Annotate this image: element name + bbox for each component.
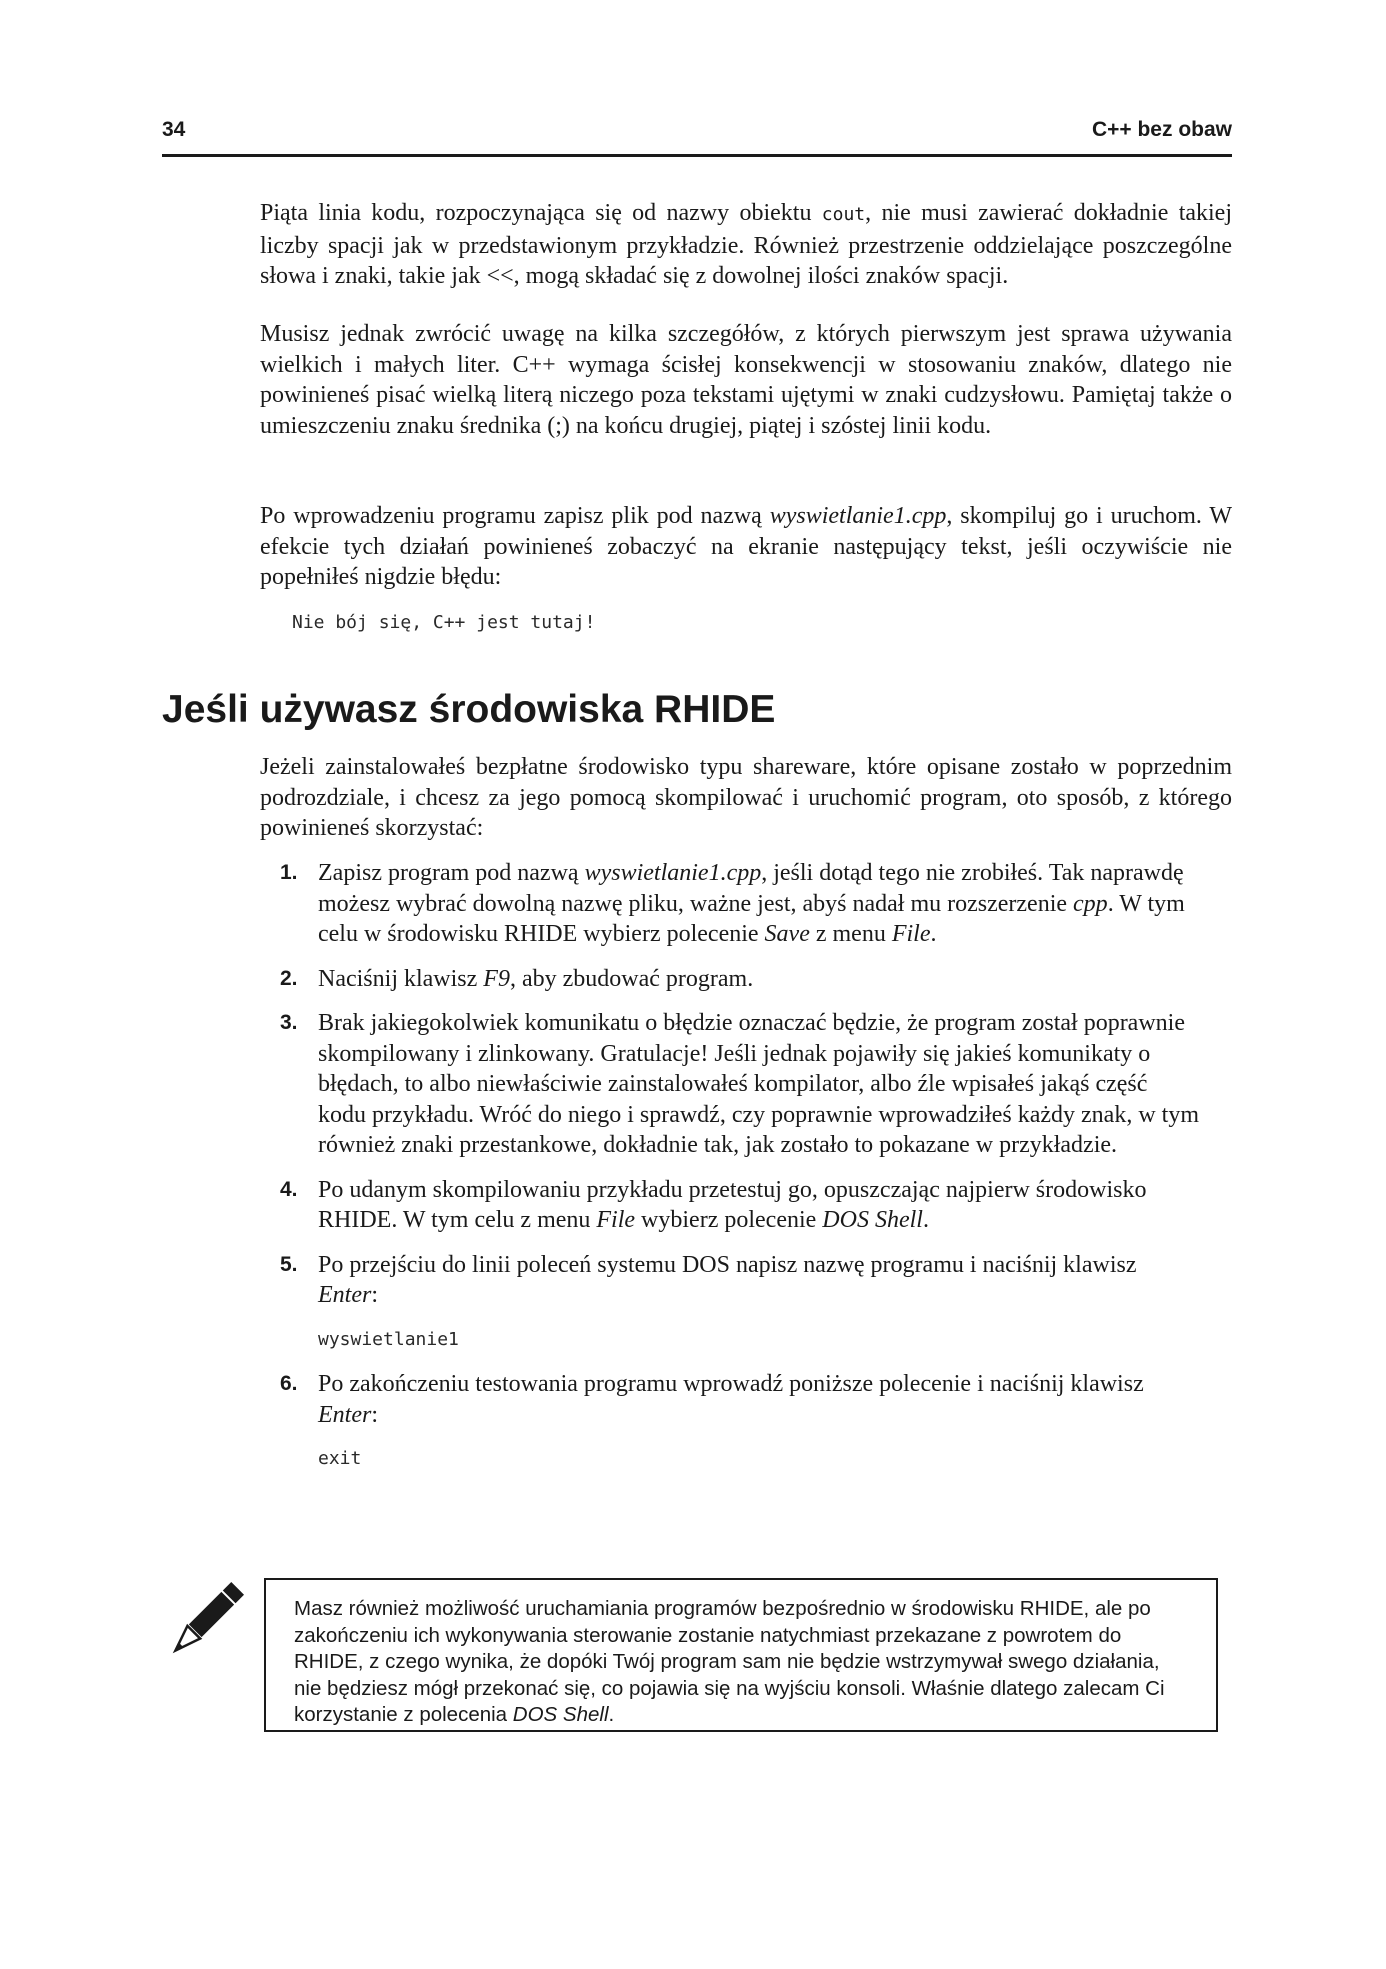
step-emphasis: Enter [318,1282,372,1308]
step-code: wyswietlanie1 [318,1328,459,1350]
step-segment: , aby zbudować program. [509,965,754,992]
step-segment: Brak jakiegokolwiek komunikatu o błędzie oznaczać będzie, że program został poprawnie skompilowany i zlinkowany. Gratulacje! Jeśli jednak pojawiły się jakieś komunikaty o błędach, to albo niewłaściwie zainstalowałeś kompilator, albo źle wpisałeś jakąś część kodu przykładu. Wróć do niego i sprawdź, czy poprawnie wprowadziłeś każdy znak, w tym również znaki przestankowe, dokładnie tak, jak zostało to pokazane w przykładzie. [318,1010,1199,1158]
pencil-icon [158,1578,248,1668]
step-number: 4. [280,1177,298,1201]
step-emphasis: cpp [1073,890,1108,917]
page-header [162,118,1232,157]
paragraph-text: , nie musi zawierać dokładnie takiej liczby spacji jak w przedstawionym przykładzie. Również przestrzenie oddzielające poszczególne słowa i znaki, takie jak <<, mogą składać się z dowolnej ilości znaków spacji. [260,200,1233,289]
section-heading: Jeśli używasz środowiska RHIDE [162,688,776,731]
step-emphasis: File [596,1207,636,1233]
step-emphasis: wyswietlanie1.cpp [584,860,762,886]
note-box [264,1578,1218,1732]
step-emphasis: Save [764,921,810,947]
steps-list [280,858,1200,1489]
step-number: 1. [280,861,298,884]
step-text [318,1371,1144,1428]
step-segment: Po udanym skompilowaniu przykładu przetestuj go, opuszczając najpierw środowisko RHIDE. W tym celu z menu [318,1176,1147,1233]
step-code: exit [318,1448,362,1469]
step-text [318,1010,1199,1158]
step-text [318,966,753,992]
note-body: Masz również możliwość uruchamiania programów bezpośrednio w środowisku RHIDE, ale po zakończeniu ich wykonywania sterowanie zostanie natychmiast przekazane z powrotem do RHIDE, z czego wynika, że dopóki Twój program sam nie będzie wstrzymywał swego działania, nie będziesz mógł przekonać się, co pojawia się na wyjściu konsoli. Właśnie dlatego zalecam Ci korzystanie z polecenia [294,1597,1165,1726]
step-segment: : [371,1401,378,1428]
step-segment: wybierz polecenie [635,1207,823,1233]
list-item [280,858,1200,950]
step-segment: . W tym celu w środowisku RHIDE wybierz polecenie [318,890,1185,947]
step-segment: Zapisz program pod nazwą [318,860,585,886]
step-segment: Po zakończeniu testowania programu wprowadź poniższe polecenie i naciśnij klawisz [318,1371,1144,1397]
paragraph-text: Po wprowadzeniu programu zapisz plik pod nazwą [260,503,770,529]
step-emphasis: F9 [483,965,510,992]
step-segment: z menu [809,921,892,947]
step-number: 6. [280,1372,298,1395]
step-segment: Po przejściu do linii poleceń systemu DOS napisz nazwę programu i naciśnij klawisz [318,1251,1137,1278]
paragraph-text: Piąta linia kodu, rozpoczynająca się od nazwy obiektu [260,200,822,226]
step-emphasis: Enter [318,1401,372,1428]
step-segment: : [371,1282,378,1308]
list-item [280,1369,1200,1475]
file-name: wyswietlanie1.cpp [769,503,947,529]
note-text [294,1596,1192,1729]
step-segment: . [930,921,937,947]
inline-code: cout [821,204,866,225]
step-emphasis: DOS Shell [822,1207,923,1233]
paragraph-cout [260,198,1232,292]
step-number: 3. [280,1011,298,1034]
step-number: 5. [280,1252,298,1276]
step-segment: . [922,1207,929,1233]
step-number: 2. [280,966,298,990]
paragraph-text: , skompiluj go i uruchom. W efekcie tych działań powinieneś zobaczyć na ekranie następujący tekst, jeśli oczywiście nie popełniłeś nigdzie błędu: [260,503,1232,590]
step-segment: Naciśnij klawisz [318,965,484,992]
program-output: Nie bój się, C++ jest tutaj! [292,612,596,633]
list-item [280,1250,1200,1356]
page-number: 34 [162,118,186,141]
step-segment: , jeśli dotąd tego nie zrobiłeś. Tak naprawdę możesz wybrać dowolną nazwę pliku, ważne jest, abyś nadał mu rozszerzenie [318,860,1184,917]
note-command: DOS Shell [512,1703,609,1726]
list-item [280,1008,1200,1161]
step-text [318,1252,1136,1309]
paragraph-case-sensitivity: Musisz jednak zwrócić uwagę na kilka szczegółów, z których pierwszym jest sprawa używania wielkich i małych liter. C++ wymaga ścisłej konsekwencji w stosowaniu znaków, dlatego nie powinieneś pisać wielką literą niczego poza tekstami ujętymi w znaki cudzysłowu. Pamiętaj także o umieszczeniu znaku średnika (;) na końcu drugiej, piątej i szóstej linii kodu. [260,321,1232,439]
section-intro: Jeżeli zainstalowałeś bezpłatne środowisko typu shareware, które opisane zostało w poprzednim podrozdziale, i chcesz za jego pomocą skompilować i uruchomić program, oto sposób, z którego powinieneś skorzystać: [260,754,1232,841]
step-emphasis: File [891,921,931,947]
step-text [318,1177,1146,1234]
list-item [280,1175,1200,1236]
running-title: C++ bez obaw [1091,118,1232,141]
paragraph-compile [260,501,1232,593]
list-item [280,964,1200,995]
step-text [318,860,1185,947]
note-end: . [608,1703,615,1726]
